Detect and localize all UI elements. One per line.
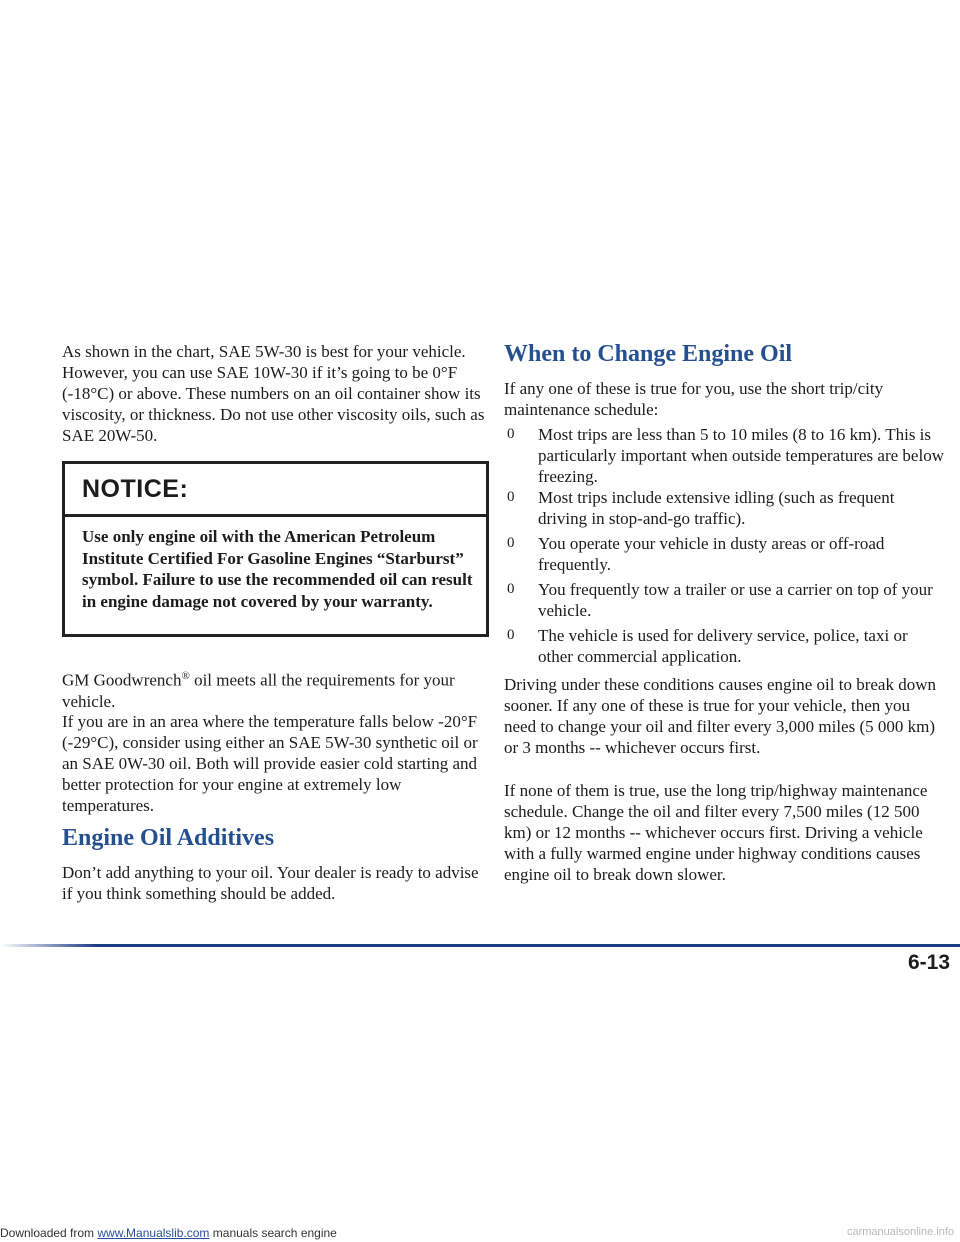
list-item <box>504 533 944 575</box>
change-oil-intro: If any one of these is true for you, use the short trip/city maintenance schedule: <box>504 379 884 419</box>
list-item-text: You operate your vehicle in dusty areas or off-road frequently. <box>538 534 885 574</box>
footer-prefix: Downloaded from <box>0 1226 98 1240</box>
bullet-marker: 0 <box>507 581 515 597</box>
manualslib-link[interactable]: www.Manualslib.com <box>97 1226 210 1240</box>
list-item <box>504 424 944 487</box>
goodwrench-paragraph <box>62 666 492 712</box>
goodwrench-text: oil meets all the requirements for your vehicle. <box>62 670 455 711</box>
notice-title: NOTICE: <box>65 464 486 517</box>
page-number: 6-13 <box>907 951 950 974</box>
registered-mark: ® <box>181 670 190 682</box>
notice-box <box>62 461 489 637</box>
bullet-marker: 0 <box>507 535 515 551</box>
list-item-text: You frequently tow a trailer or use a carrier on top of your vehicle. <box>538 580 933 620</box>
list-item-text: Most trips are less than 5 to 10 miles (8 to 16 km). This is particularly important when outside temperatures are below freezing. <box>538 425 944 486</box>
list-item <box>504 625 944 667</box>
page-divider <box>0 944 960 947</box>
bullet-marker: 0 <box>507 426 515 442</box>
download-footer <box>0 1226 600 1240</box>
list-item <box>504 579 944 621</box>
bullet-marker: 0 <box>507 627 515 643</box>
additives-heading: Engine Oil Additives <box>62 825 275 851</box>
cold-temperature-paragraph: If you are in an area where the temperature falls below -20°F (-29°C), consider using either an SAE 5W-30 synthetic oil or an SAE 0W-30 oil. Both will provide easier cold starting and better protection for your engine at extremely low temperatures. <box>62 712 478 815</box>
watermark: carmanualsonline.info <box>846 1226 954 1238</box>
list-item-text: Most trips include extensive idling (such as frequent driving in stop-and-go traffic). <box>538 488 895 528</box>
additives-paragraph: Don’t add anything to your oil. Your dealer is ready to advise if you think something should be added. <box>62 863 479 903</box>
notice-text: Use only engine oil with the American Petroleum Institute Certified For Gasoline Engines “Starburst” symbol. Failure to use the recommended oil can result in engine damage not covered by your warranty. <box>82 527 473 611</box>
change-oil-heading: When to Change Engine Oil <box>504 341 793 367</box>
footer-suffix: manuals search engine <box>209 1226 337 1240</box>
conditions-paragraph: Driving under these conditions causes engine oil to break down sooner. If any one of these is true for your vehicle, then you need to change your oil and filter every 3,000 miles (5 000 km) or 3 months -- whichever occurs first. <box>504 675 936 757</box>
long-trip-paragraph: If none of them is true, use the long trip/highway maintenance schedule. Change the oil and filter every 7,500 miles (12 500 km) or 12 months -- whichever occurs first. Driving a vehicle with a fully warmed engine under highway conditions causes engine oil to break down slower. <box>504 781 928 884</box>
goodwrench-brand: GM Goodwrench <box>62 670 182 690</box>
intro-paragraph: As shown in the chart, SAE 5W-30 is best for your vehicle. However, you can use SAE 10W-30 if it’s going to be 0°F (-18°C) or above. These numbers on an oil container show its viscosity, or thickness. Do not use other viscosity oils, such as SAE 20W-50. <box>62 342 485 445</box>
list-item <box>504 487 944 529</box>
bullet-marker: 0 <box>507 489 515 505</box>
list-item-text: The vehicle is used for delivery service, police, taxi or other commercial application. <box>538 626 908 666</box>
